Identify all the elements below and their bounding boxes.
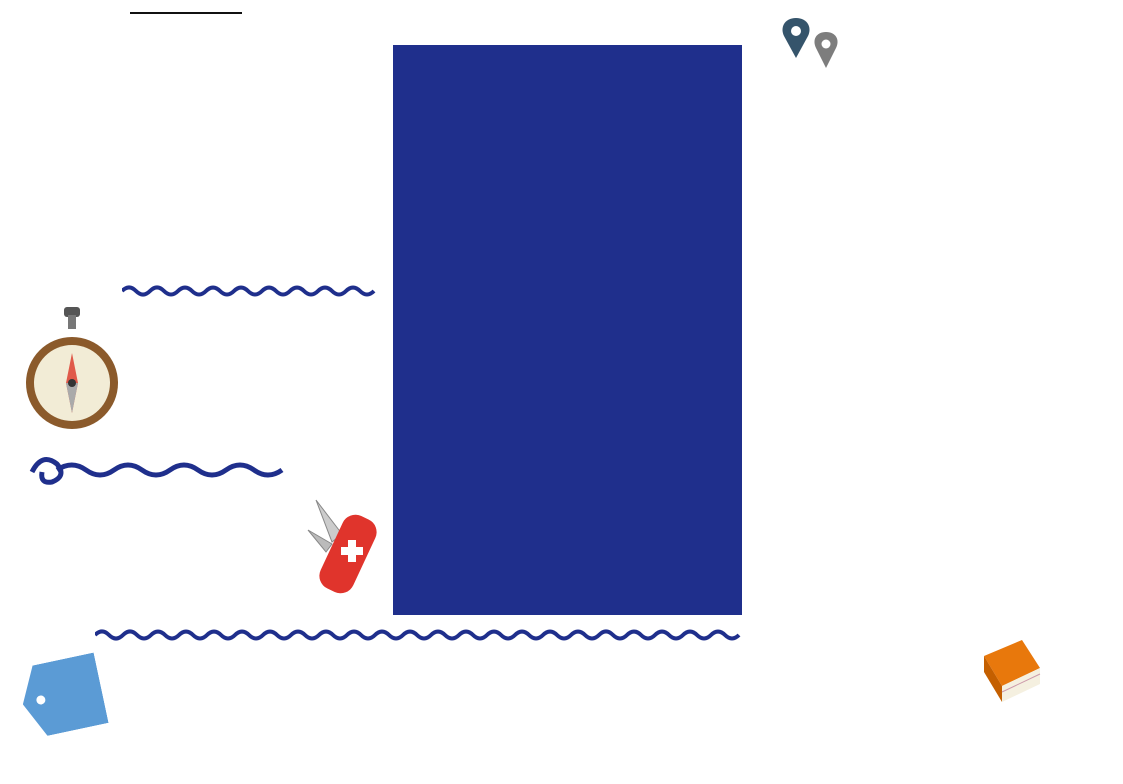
swiss-knife-icon <box>302 490 380 600</box>
wave-divider-icon <box>122 284 377 298</box>
price-tag-icon <box>15 652 108 739</box>
map-pins-icon <box>776 14 846 72</box>
parish-logo <box>130 12 242 14</box>
wave-divider-icon <box>22 452 284 492</box>
logo-subtitle <box>130 12 242 14</box>
book-icon <box>978 632 1046 708</box>
wave-divider-icon <box>95 628 745 642</box>
catechesis-calendar <box>393 45 742 615</box>
calendar-header <box>393 45 742 63</box>
compass-icon <box>22 305 122 433</box>
